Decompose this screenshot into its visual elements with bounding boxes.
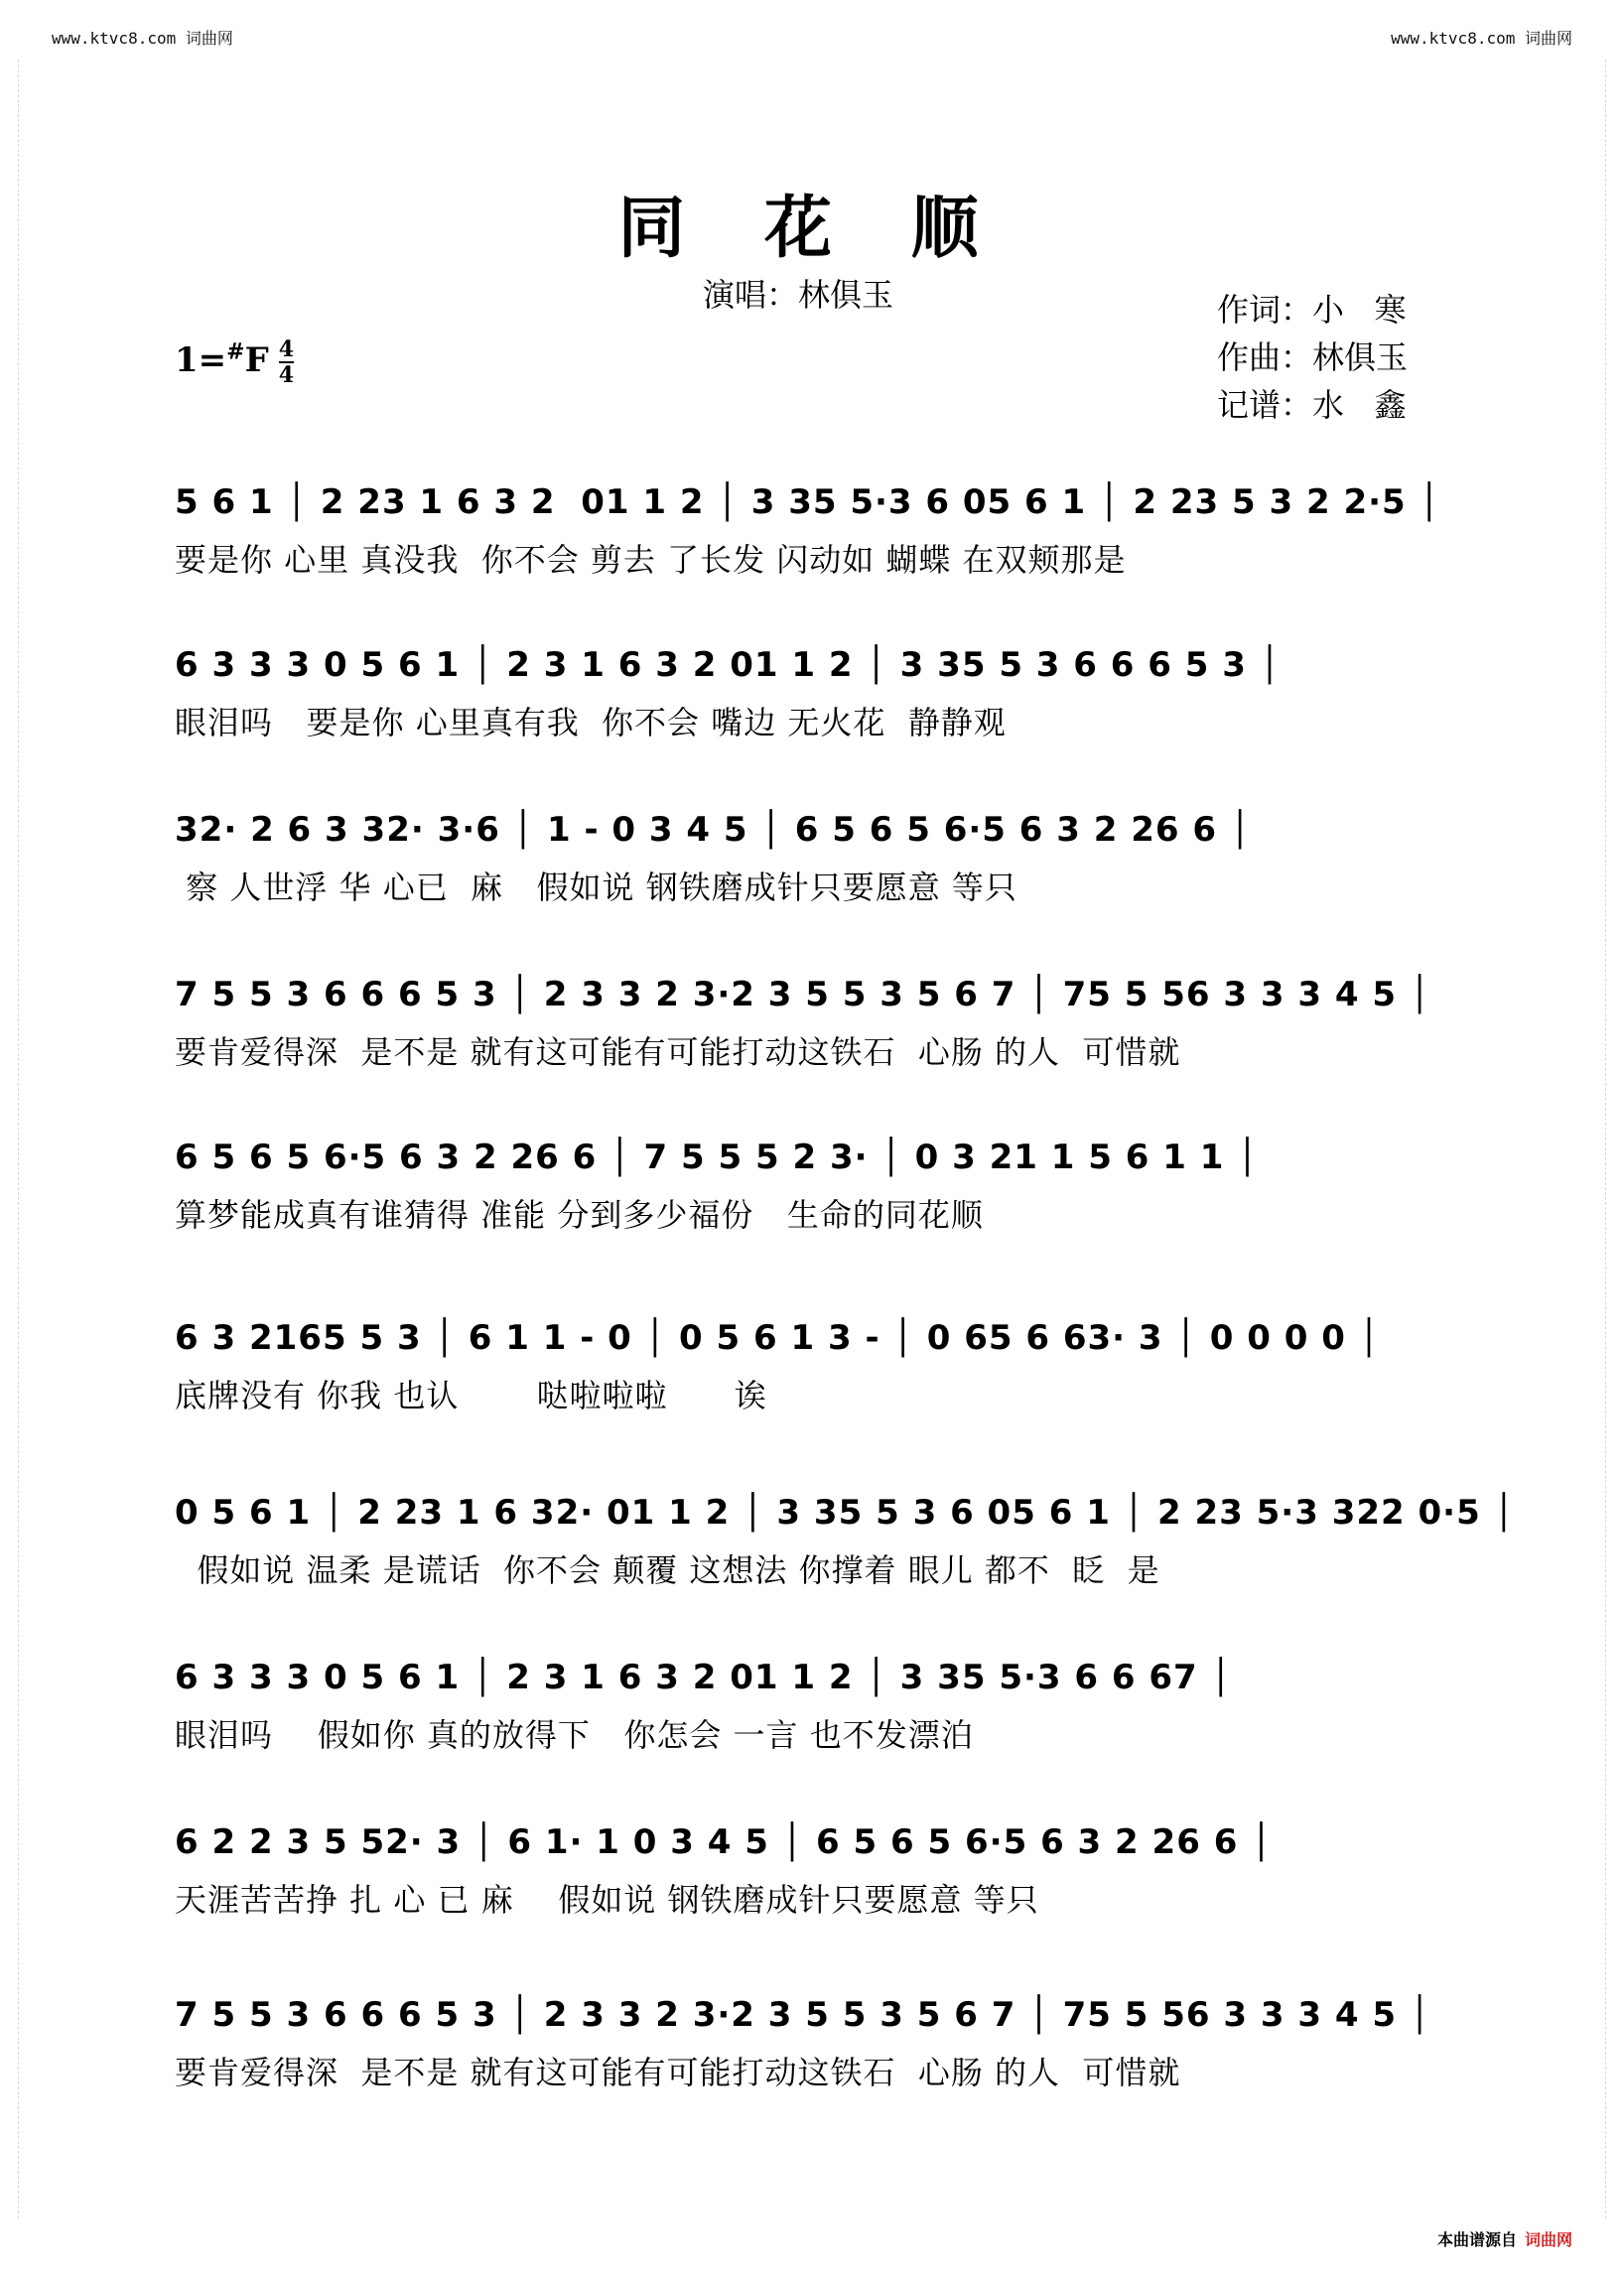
time-signature — [279, 337, 294, 387]
notation-line: 7 5 5 3 6 6 6 5 3 │ 2 3 3 2 3·2 3 5 5 3 5 6 7 │ 75 5 56 3 3 3 4 5 │ — [175, 1995, 1431, 2035]
lyricist-credit: 作词：小 寒 — [1217, 291, 1407, 329]
key-signature — [175, 337, 294, 387]
sharp-sign: # — [226, 338, 245, 365]
site-watermark-right: www.ktvc8.com 词曲网 — [1391, 29, 1572, 48]
footer-source-text: 本曲谱源自 — [1436, 2230, 1517, 2249]
notation-line: 6 3 3 3 0 5 6 1 │ 2 3 1 6 3 2 01 1 2 │ 3 35 5 3 6 6 6 5 3 │ — [175, 645, 1282, 685]
transcriber-credit: 记谱：水 鑫 — [1217, 386, 1407, 424]
lyrics-line: 眼泪吗 要是你 心里真有我 你不会 嘴边 无火花 静静观 — [175, 704, 1007, 741]
credits-block — [1217, 286, 1408, 429]
composer-credit: 作曲：林俱玉 — [1217, 338, 1409, 376]
lyrics-line: 察 人世浮 华 心已 麻 假如说 钢铁磨成针只要愿意 等只 — [175, 869, 1017, 906]
lyrics-line: 天涯苦苦挣 扎 心 已 麻 假如说 钢铁磨成针只要愿意 等只 — [175, 1881, 1039, 1919]
notation-line: 5 6 1 │ 2 23 1 6 3 2 01 1 2 │ 3 35 5·3 6 05 6 1 │ 2 23 5 3 2 2·5 │ — [175, 482, 1441, 522]
notation-line: 6 5 6 5 6·5 6 3 2 26 6 │ 7 5 5 5 2 3· │ 0 3 21 1 5 6 1 1 │ — [175, 1138, 1259, 1177]
singer-credit: 演唱：林俱玉 — [703, 276, 894, 314]
lyrics-line: 假如说 温柔 是谎话 你不会 颠覆 这想法 你撑着 眼儿 都不 眨 是 — [175, 1551, 1160, 1589]
right-margin-strip — [1605, 60, 1620, 2218]
notation-line: 6 3 3 3 0 5 6 1 │ 2 3 1 6 3 2 01 1 2 │ 3 35 5·3 6 6 67 │ — [175, 1658, 1232, 1697]
footer-source — [1437, 2227, 1572, 2250]
time-denominator: 4 — [278, 362, 295, 388]
lyrics-line: 底牌没有 你我 也认 哒啦啦啦 诶 — [175, 1377, 767, 1414]
lyrics-line: 要是你 心里 真没我 你不会 剪去 了长发 闪动如 蝴蝶 在双颊那是 — [175, 541, 1127, 579]
notation-line: 6 2 2 3 5 52· 3 │ 6 1· 1 0 3 4 5 │ 6 5 6 5 6·5 6 3 2 26 6 │ — [175, 1822, 1273, 1862]
song-title: 同 花 顺 — [617, 189, 1007, 268]
lyrics-line: 算梦能成真有谁猜得 准能 分到多少福份 生命的同花顺 — [175, 1196, 984, 1234]
notation-line: 32· 2 6 3 32· 3·6 │ 1 - 0 3 4 5 │ 6 5 6 5 6·5 6 3 2 26 6 │ — [175, 810, 1252, 850]
key-prefix: 1= — [175, 340, 227, 380]
site-watermark-left: www.ktvc8.com 词曲网 — [52, 29, 233, 48]
notation-line: 6 3 2165 5 3 │ 6 1 1 - 0 │ 0 5 6 1 3 - │ 0 65 6 63· 3 │ 0 0 0 0 │ — [175, 1318, 1381, 1358]
left-margin-strip — [4, 60, 19, 2218]
time-numerator: 4 — [278, 336, 295, 362]
notation-line: 0 5 6 1 │ 2 23 1 6 32· 01 1 2 │ 3 35 5 3 6 05 6 1 │ 2 23 5·3 322 0·5 │ — [175, 1493, 1516, 1533]
key-note: F — [244, 340, 269, 380]
lyrics-line: 要肯爱得深 是不是 就有这可能有可能打动这铁石 心肠 的人 可惜就 — [175, 2054, 1181, 2091]
lyrics-line: 要肯爱得深 是不是 就有这可能有可能打动这铁石 心肠 的人 可惜就 — [175, 1033, 1181, 1071]
lyrics-line: 眼泪吗 假如你 真的放得下 你怎会 一言 也不发漂泊 — [175, 1716, 974, 1754]
footer-brand-logo[interactable]: 词曲网 — [1524, 2230, 1572, 2249]
notation-line: 7 5 5 3 6 6 6 5 3 │ 2 3 3 2 3·2 3 5 5 3 5 6 7 │ 75 5 56 3 3 3 4 5 │ — [175, 975, 1431, 1014]
